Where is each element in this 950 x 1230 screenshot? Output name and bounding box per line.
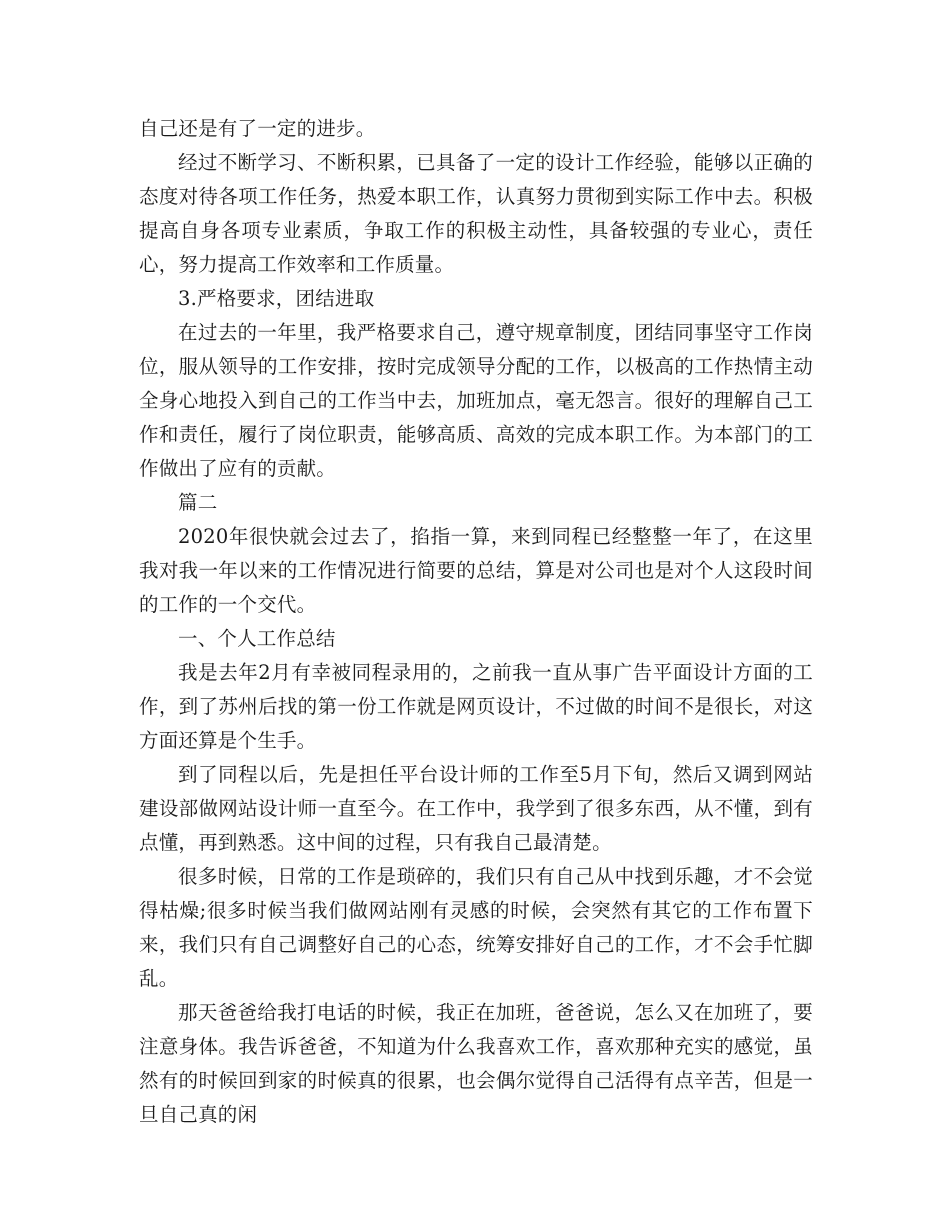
paragraph-11: 那天爸爸给我打电话的时候，我正在加班，爸爸说，怎么又在加班了，要注意身体。我告诉爸爸，不知道为什么我喜欢工作，喜欢那种充实的感觉，虽然有的时候回到家的时候真的很累，也会偶尔觉得自己活得有点辛苦，但是一旦自己真的闲 bbox=[139, 1001, 813, 1126]
paragraph-8: 我是去年2月有幸被同程录用的，之前我一直从事广告平面设计方面的工作，到了苏州后找的第一份工作就是网页设计，不过做的时间不是很长，对这方面还算是个生手。 bbox=[139, 661, 813, 752]
paragraph-4: 在过去的一年里，我严格要求自己，遵守规章制度，团结同事坚守工作岗位，服从领导的工作安排，按时完成领导分配的工作，以极高的工作热情主动全身心地投入到自己的工作当中去，加班加点，毫无怨言。很好的理解自己工作和责任，履行了岗位职责，能够高质、高效的完成本职工作。为本部门的工作做出了应有的贡献。 bbox=[139, 321, 813, 480]
paragraph-10: 很多时候，日常的工作是琐碎的，我们只有自己从中找到乐趣，才不会觉得枯燥;很多时候当我们做网站刚有灵感的时候，会突然有其它的工作布置下来，我们只有自己调整好自己的心态，统筹安排好自己的工作，才不会手忙脚乱。 bbox=[139, 865, 813, 990]
document-body bbox=[139, 112, 813, 1132]
paragraph-1: 自己还是有了一定的进步。 bbox=[139, 117, 376, 140]
section-heading-personal-summary: 一、个人工作总结 bbox=[178, 627, 336, 650]
section-heading-part-two: 篇二 bbox=[178, 491, 218, 514]
paragraph-9: 到了同程以后，先是担任平台设计师的工作至5月下旬，然后又调到网站建设部做网站设计师一直至今。在工作中，我学到了很多东西，从不懂，到有点懂，再到熟悉。这中间的过程，只有我自己最清楚。 bbox=[139, 763, 813, 854]
paragraph-2: 经过不断学习、不断积累，已具备了一定的设计工作经验，能够以正确的态度对待各项工作任务，热爱本职工作，认真努力贯彻到实际工作中去。积极提高自身各项专业素质，争取工作的积极主动性，具备较强的专业心，责任心，努力提高工作效率和工作质量。 bbox=[139, 151, 813, 276]
section-heading-3: 3.严格要求，团结进取 bbox=[178, 287, 375, 310]
paragraph-6: 2020年很快就会过去了，掐指一算，来到同程已经整整一年了，在这里我对我一年以来的工作情况进行简要的总结，算是对公司也是对个人这段时间的工作的一个交代。 bbox=[139, 525, 813, 616]
